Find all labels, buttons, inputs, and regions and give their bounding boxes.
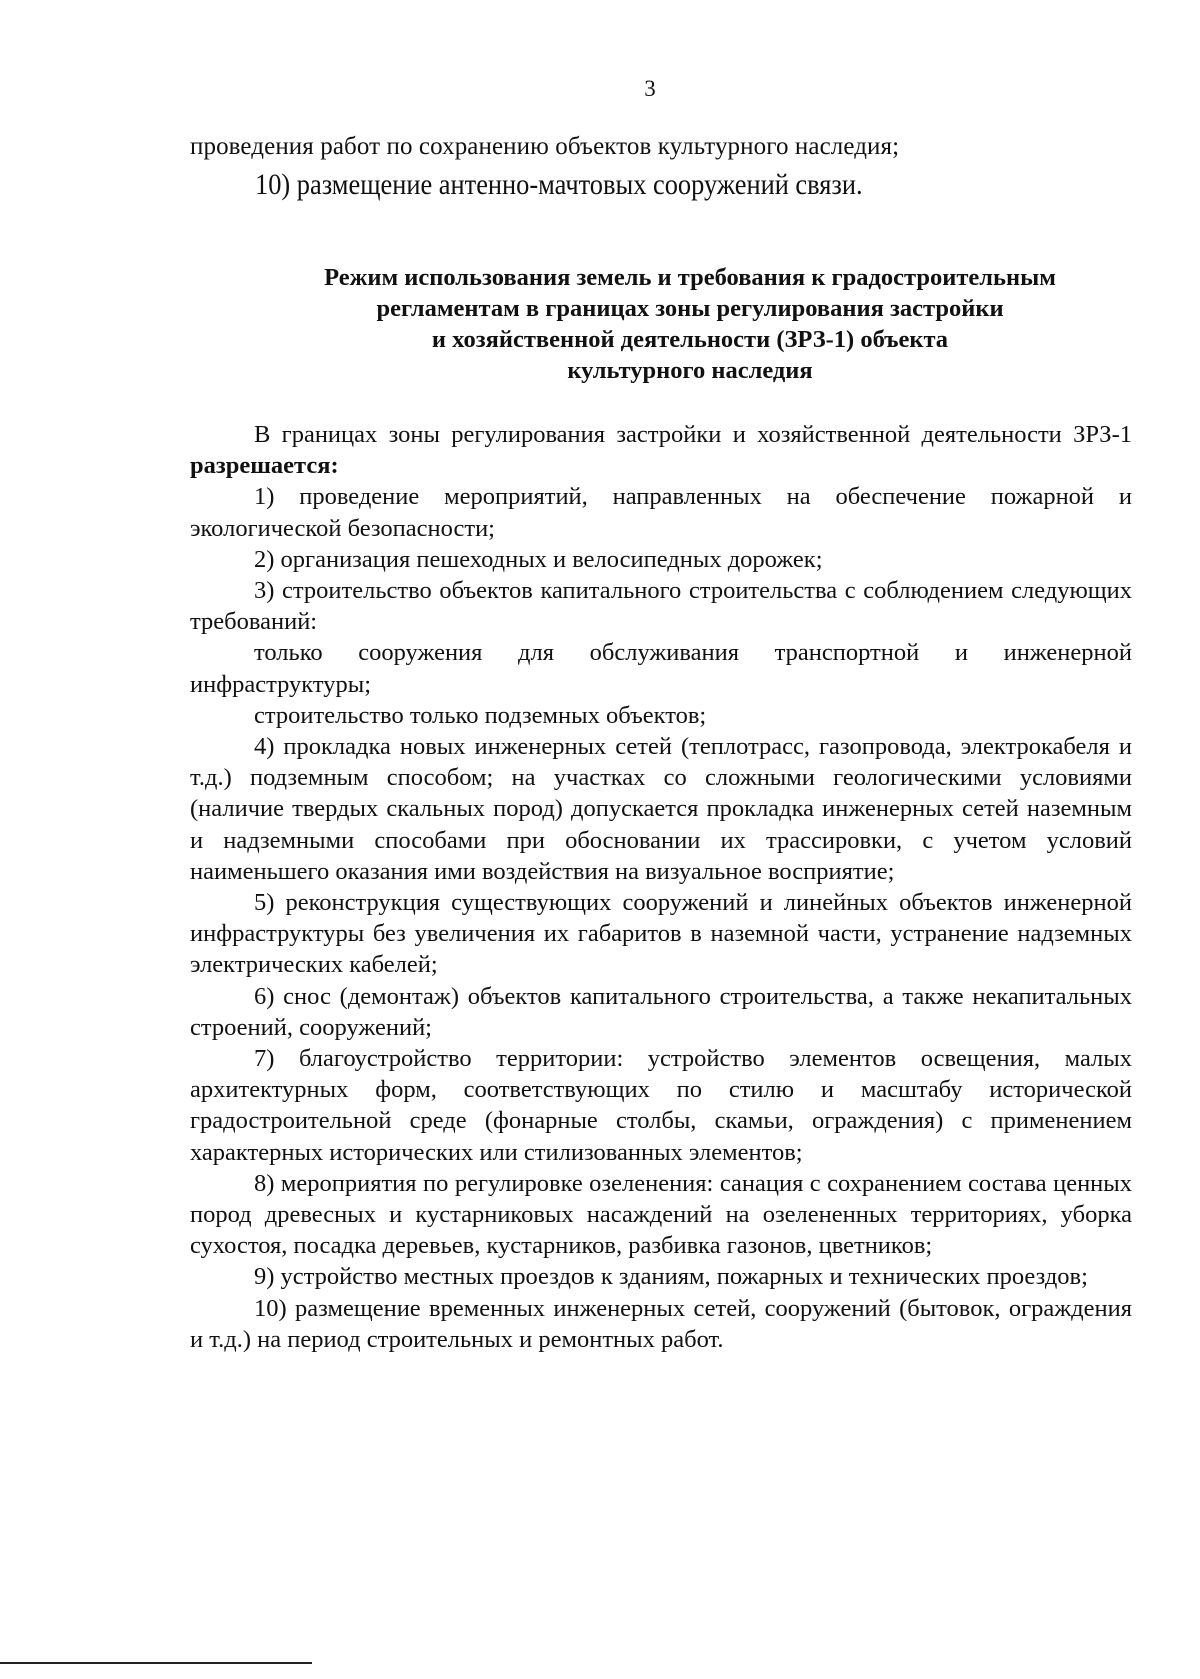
- heading-line-2: регламентам в границах зоны регулирования застройки: [376, 295, 1004, 322]
- intro-emphasis: разрешается:: [190, 452, 339, 480]
- intro-paragraph: [190, 419, 1132, 481]
- list-item: 8) мероприятия по регулировке озеленения: санация с сохранением состава ценных пород древесных и кустарниковых насаждений на озелененных территориях, уборка сухостоя, посадка деревьев, кустарников, разбивка газонов, цветников;: [190, 1169, 1132, 1260]
- intro-text: В границах зоны регулирования застройки и хозяйственной деятельности ЗРЗ-1: [254, 421, 1132, 448]
- continuation-line: проведения работ по сохранению объектов культурного наследия;: [190, 133, 900, 160]
- footer-divider: [0, 1662, 312, 1664]
- body-text: [190, 419, 1132, 1355]
- list-item: только сооружения для обслуживания транспортной и инженерной инфраструктуры;: [190, 639, 1132, 698]
- list-item: 5) реконструкция существующих сооружений и линейных объектов инженерной инфраструктуры без увеличения их габаритов в наземной части, устранение надземных электрических кабелей;: [190, 889, 1132, 979]
- list-item: 4) прокладка новых инженерных сетей (теплотрасс, газопровода, электрокабеля и т.д.) подземным способом; на участках со сложными геологическими условиями (наличие твердых скальных пород) допускается прокладка инженерных сетей наземным и надземными способами при обосновании их трассировки, с учетом условий наименьшего оказания ими воздействия на визуальное восприятие;: [190, 733, 1132, 885]
- continuation-item-10: 10) размещение антенно-мачтовых сооружений связи.: [255, 168, 863, 201]
- list-item: 1) проведение мероприятий, направленных на обеспечение пожарной и экологической безопасности;: [190, 483, 1132, 542]
- heading-line-3: и хозяйственной деятельности (ЗРЗ-1) объекта: [431, 326, 949, 353]
- list-item: 6) снос (демонтаж) объектов капитального строительства, а также некапитальных строений, сооружений;: [190, 982, 1132, 1041]
- list-item: 3) строительство объектов капитального строительства с соблюдением следующих требований:: [190, 577, 1132, 636]
- section-heading: [240, 262, 1140, 386]
- list-item: 2) организация пешеходных и велосипедных дорожек;: [254, 545, 823, 573]
- list-item: строительство только подземных объектов;: [254, 701, 707, 729]
- list-item: 7) благоустройство территории: устройство элементов освещения, малых архитектурных форм, соответствующих по стилю и масштабу исторической градостроительной среде (фонарные столбы, скамьи, ограждения) с применением характерных исторических или стилизованных элементов;: [190, 1045, 1132, 1166]
- heading-line-4: культурного наследия: [567, 357, 813, 384]
- list-item: 9) устройство местных проездов к зданиям, пожарных и технических проездов;: [254, 1263, 1088, 1291]
- heading-line-1: Режим использования земель и требования к градостроительным: [324, 264, 1056, 291]
- list-item: 10) размещение временных инженерных сетей, сооружений (бытовок, ограждения и т.д.) на период строительных и ремонтных работ.: [190, 1294, 1132, 1353]
- page-number: 3: [644, 76, 656, 101]
